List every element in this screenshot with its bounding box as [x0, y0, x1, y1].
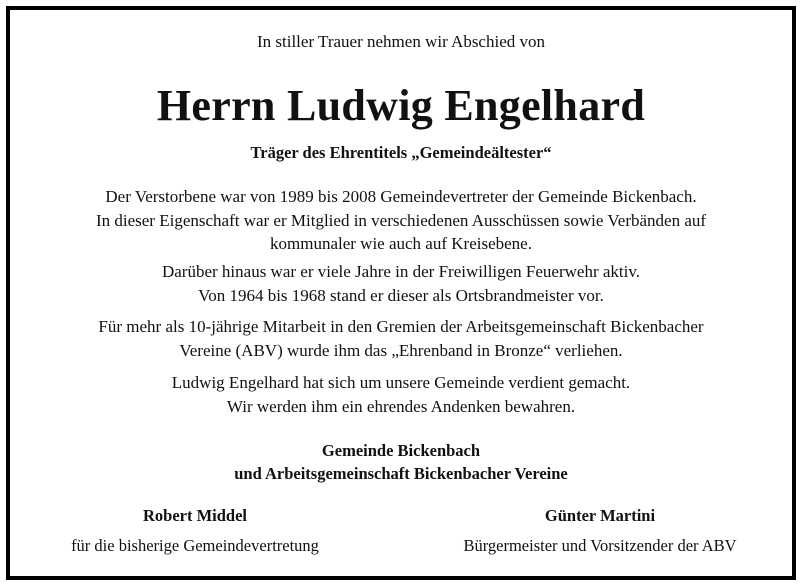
text-line: Vereine (ABV) wurde ihm das „Ehrenband in Bronze“ verliehen. — [179, 340, 623, 360]
paragraph-award — [10, 315, 792, 362]
organization-line: Gemeinde Bickenbach — [321, 441, 481, 460]
text-line: Von 1964 bis 1968 stand er dieser als Ortsbrandmeister vor. — [198, 285, 604, 305]
honor-title: Träger des Ehrentitels „Gemeindeältester“ — [250, 143, 552, 162]
organization-line: und Arbeitsgemeinschaft Bickenbacher Vereine — [234, 464, 568, 483]
signatory-left — [30, 506, 360, 556]
intro-line: In stiller Trauer nehmen wir Abschied von — [256, 32, 545, 51]
issuing-organization — [10, 439, 792, 485]
paragraph-fire-brigade — [10, 260, 792, 307]
deceased-name: Herrn Ludwig Engelhard — [156, 81, 646, 130]
obituary-notice — [6, 6, 796, 580]
paragraph-remembrance — [10, 371, 792, 418]
paragraph-service — [10, 185, 792, 256]
text-line: kommunaler wie auch auf Kreisebene. — [270, 234, 532, 253]
text-line: Für mehr als 10-jährige Mitarbeit in den Gremien der Arbeitsgemeinschaft Bickenbacher — [98, 317, 704, 336]
signatory-name: Robert Middel — [142, 506, 248, 525]
signatory-role: Bürgermeister und Vorsitzender der ABV — [463, 536, 737, 555]
text-line: Der Verstorbene war von 1989 bis 2008 Gemeindevertreter der Gemeinde Bickenbach. — [105, 187, 697, 206]
signatory-role: für die bisherige Gemeindevertretung — [71, 536, 319, 555]
text-line: Darüber hinaus war er viele Jahre in der Freiwilligen Feuerwehr aktiv. — [161, 262, 641, 281]
text-line: Ludwig Engelhard hat sich um unsere Gemeinde verdient gemacht. — [171, 373, 631, 392]
text-line: Wir werden ihm ein ehrendes Andenken bewahren. — [226, 396, 576, 416]
signatory-name: Günter Martini — [544, 506, 656, 525]
signatory-right — [415, 506, 785, 556]
text-line: In dieser Eigenschaft war er Mitglied in verschiedenen Ausschüssen sowie Verbänden auf — [95, 210, 707, 230]
